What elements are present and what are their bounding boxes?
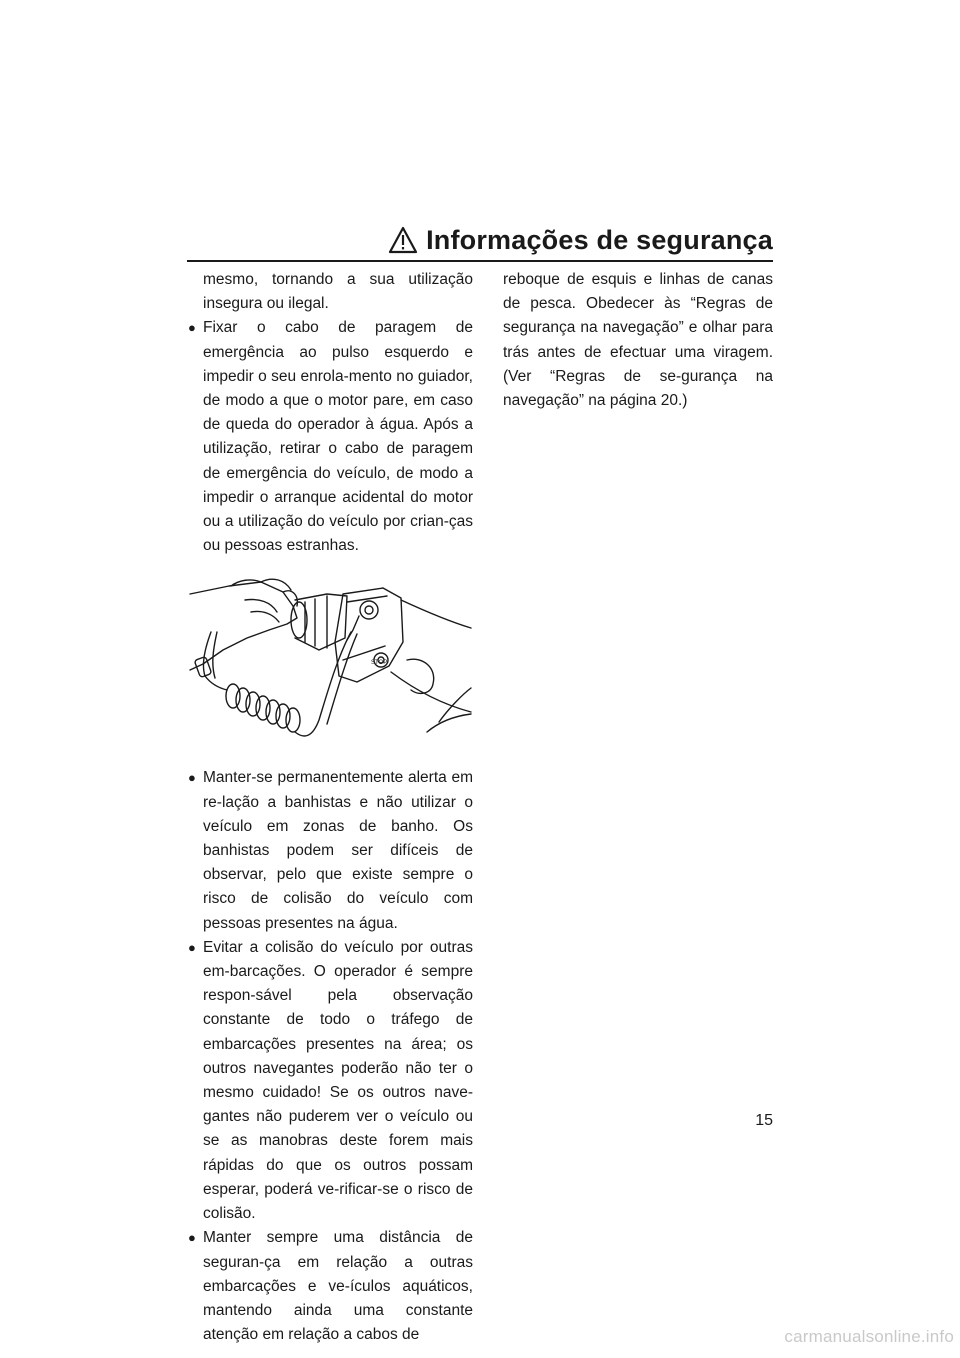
bullet-dot: ● — [188, 1230, 196, 1246]
continuation-text: mesmo, tornando a sua utilização insegura ou ilegal. — [203, 271, 473, 313]
bullet-item — [187, 766, 473, 935]
handlebar-lanyard-drawing — [187, 572, 473, 756]
bullet-text-lanyard: Fixar o cabo de paragem de emergência ao pulso esquerdo e impedir o seu enrola-mento no guiador, de modo a que o motor pare, em caso de queda do operador à água. Após a utilização, retirar o cabo de paragem de emergência do veículo, de modo a impedir o arranque acidental do motor ou a utilização do veículo por crian-ças ou pessoas estranhas. — [203, 319, 473, 555]
continuation-text-right: reboque de esquis e linhas de canas de pesca. Obedecer às “Regras de segurança na navegação” e olhar para trás antes de efectuar uma viragem. (Ver “Regras de se-gurança na navegação” na página 20.) — [503, 271, 773, 410]
watermark: carmanualsonline.info — [784, 1327, 954, 1346]
page-title: Informações de segurança — [426, 224, 773, 255]
bullet-text-distance: Manter sempre uma distância de seguran-ça em relação a outras embarcações e ve-ículos aquáticos, mantendo ainda uma constante atenção em relação a cabos de — [203, 1229, 473, 1344]
bullet-dot: ● — [188, 939, 196, 955]
page-header — [187, 222, 773, 258]
warning-triangle-icon — [388, 226, 418, 254]
bullet-item — [187, 936, 473, 1226]
bullet-text-swimmers: Manter-se permanentemente alerta em re-lação a banhistas e não utilizar o veículo em zonas de banho. Os banhistas podem ser difíceis de observar, pelo que existe sempre o risco de colisão do veículo com pessoas presentes na água. — [203, 769, 473, 932]
bullet-dot: ● — [188, 770, 196, 786]
bullet-dot: ● — [188, 320, 196, 336]
header-rule — [187, 260, 773, 262]
stop-label: STOP — [371, 660, 388, 667]
bullet-item — [187, 316, 473, 558]
lanyard-illustration — [187, 572, 473, 756]
right-column — [503, 268, 773, 413]
page-number: 15 — [755, 1112, 773, 1129]
left-column — [187, 268, 473, 1347]
bullet-text-collision: Evitar a colisão do veículo por outras em-barcações. O operador é sempre respon-sável pela observação constante de todo o tráfego de embarcações presentes na área; os outros navegantes poderão não ter o mesmo cuidado! Se os outros nave-gantes não puderem ver o veículo ou se as manobras deste forem mais rápidas do que os outros possam esperar, poderá ve-rificar-se o risco de colisão. — [203, 938, 473, 1223]
